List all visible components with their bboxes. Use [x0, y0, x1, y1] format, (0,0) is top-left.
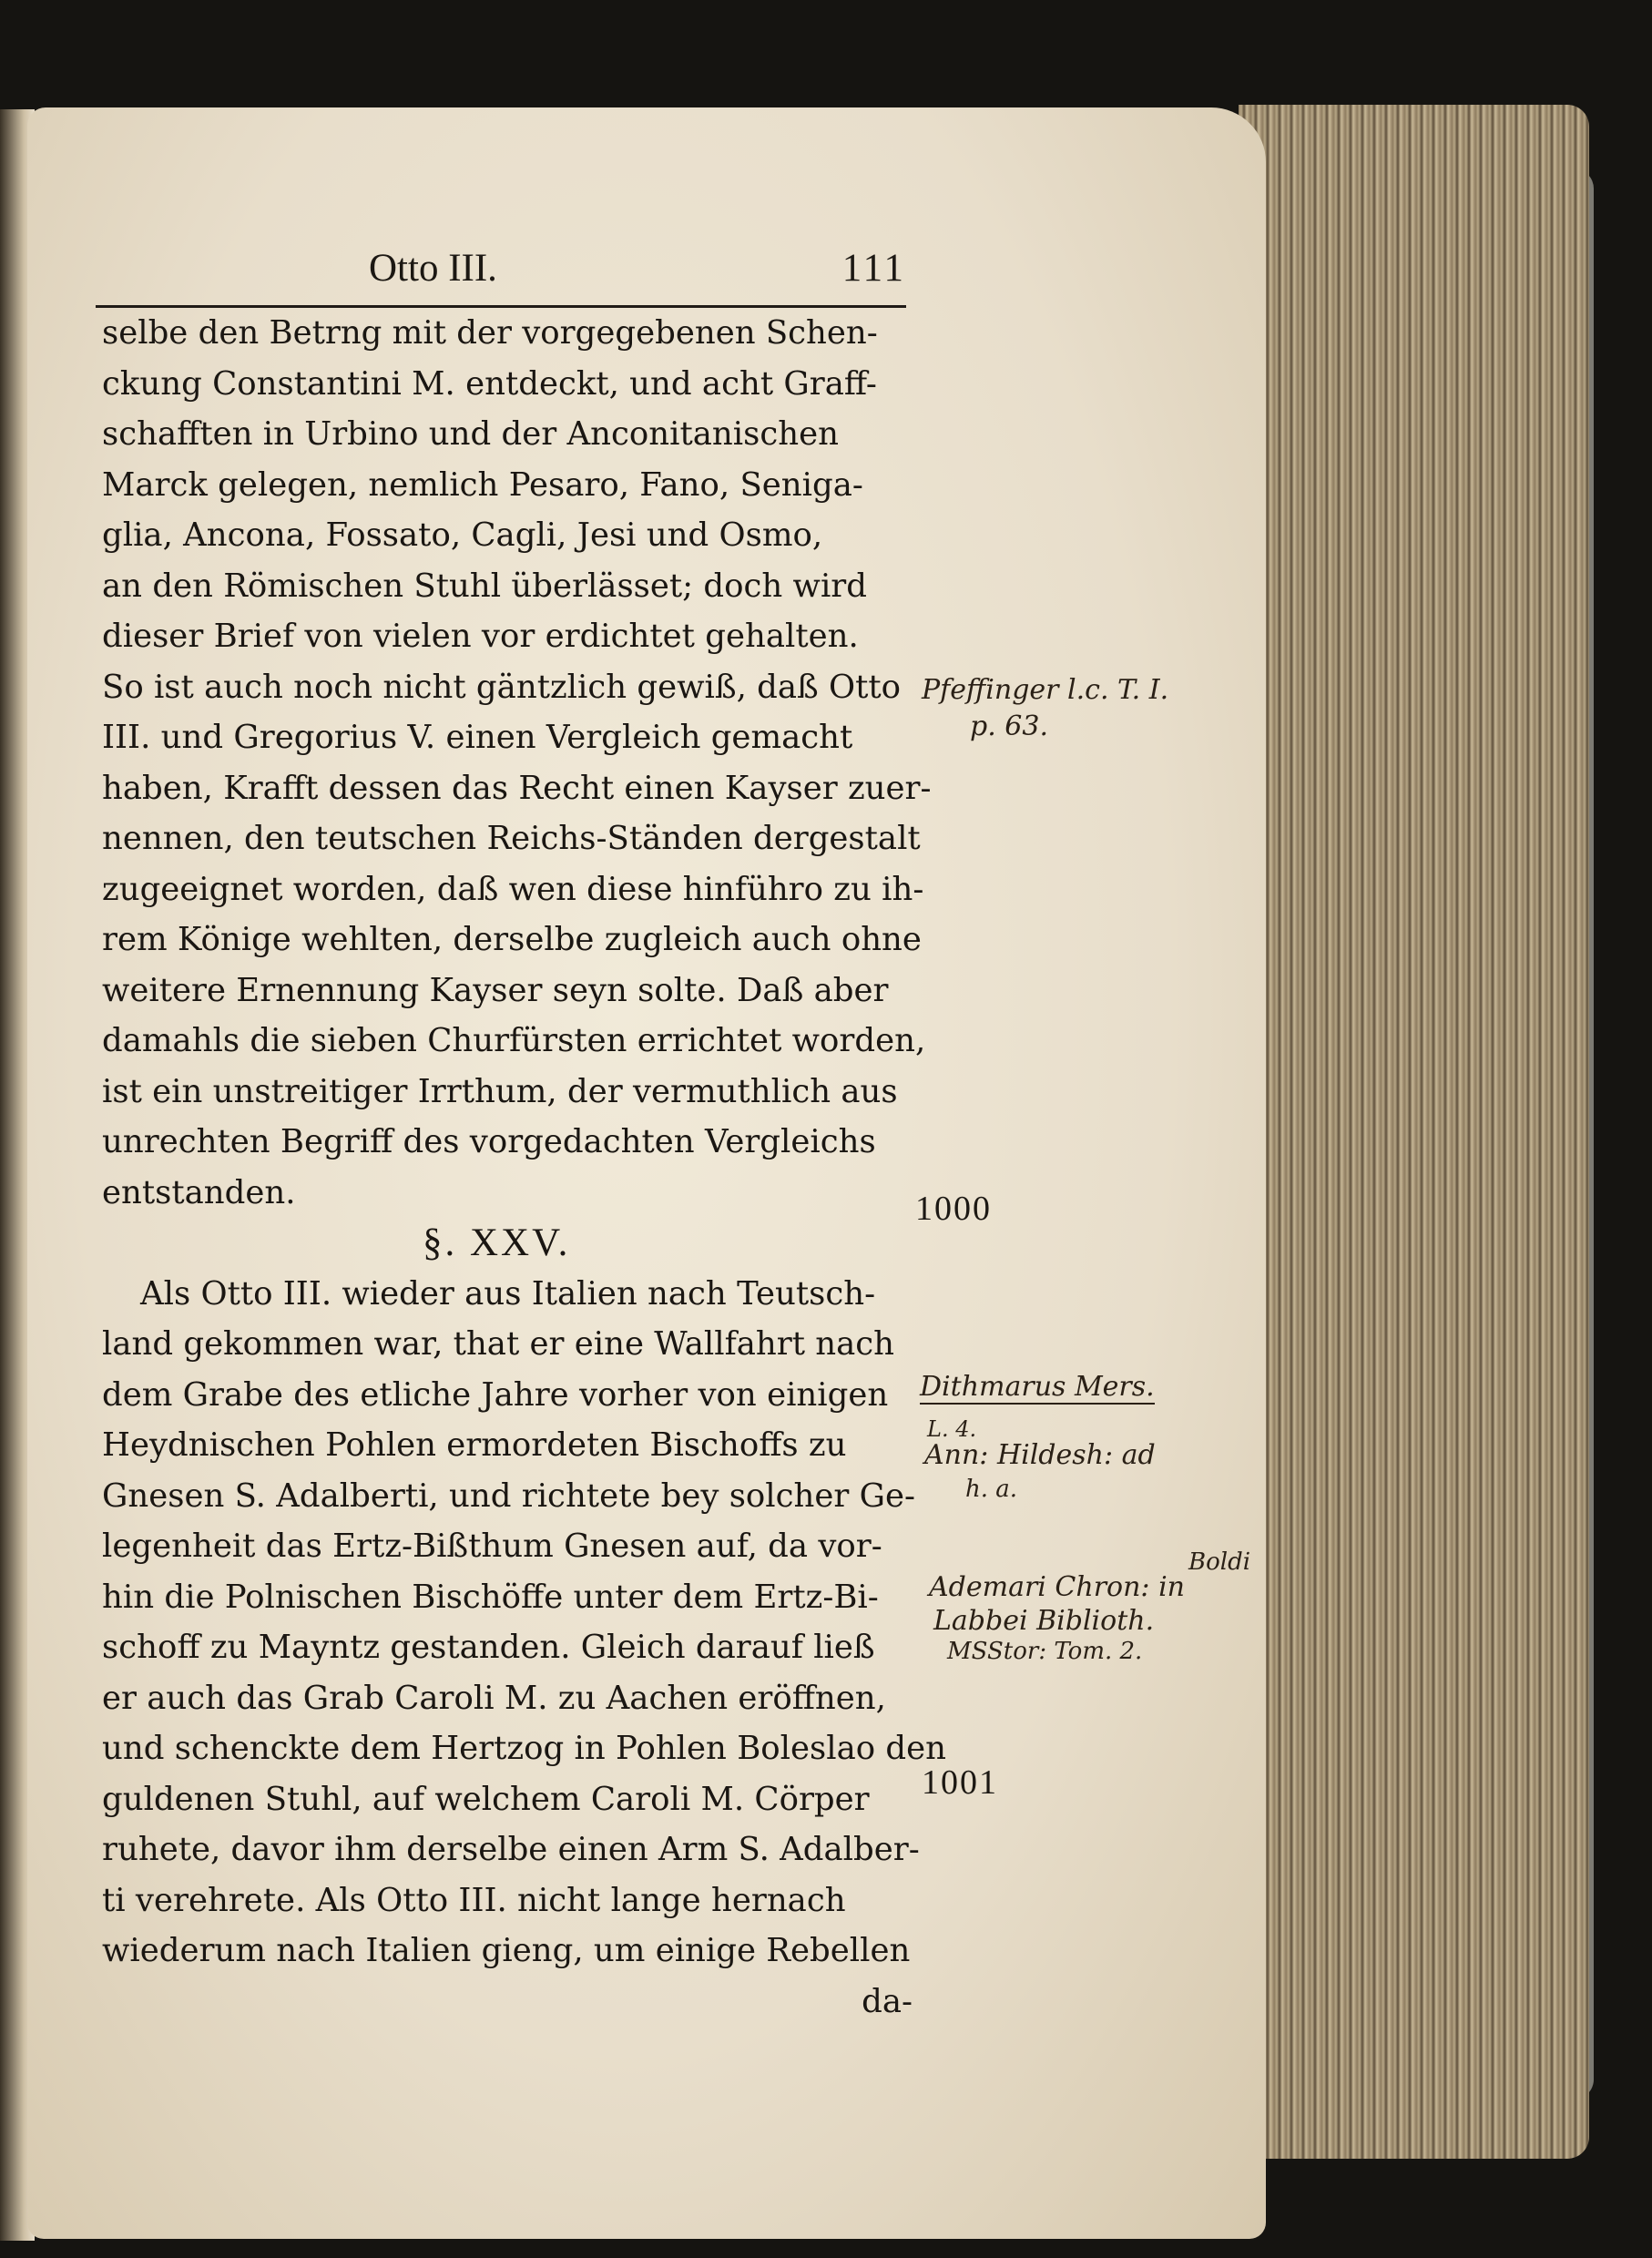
text-line: entstanden. — [102, 1173, 296, 1211]
text-line: haben, Krafft dessen das Recht einen Kayser zuer- — [102, 769, 932, 807]
page-number: 111 — [841, 247, 906, 290]
section-heading: §. XXV. — [423, 1221, 571, 1264]
text-line: nennen, den teutschen Reichs-Ständen dergestalt — [102, 820, 921, 857]
handwritten-note-line: h. a. — [965, 1476, 1018, 1503]
text-line: er auch das Grab Caroli M. zu Aachen eröffnen, — [102, 1679, 886, 1717]
text-line: zugeeignet worden, daß wen diese hinführo zu ih- — [102, 870, 924, 908]
body-text — [102, 308, 947, 2027]
text-line: ist ein unstreitiger Irrthum, der vermuthlich aus — [102, 1072, 898, 1110]
text-line: an den Römischen Stuhl überlässet; doch wird — [102, 567, 867, 605]
text-line: ruhete, davor ihm derselbe einen Arm S. Adalber- — [102, 1831, 920, 1868]
text-line: III. und Gregorius V. einen Vergleich gemacht — [102, 719, 853, 756]
text-line: schafften in Urbino und der Anconitanischen — [102, 415, 839, 453]
text-line: weitere Ernennung Kayser seyn solte. Daß aber — [102, 971, 889, 1009]
handwritten-note-line: Boldi — [1188, 1548, 1251, 1576]
handwritten-note-line: Dithmarus Mers. — [920, 1371, 1155, 1403]
catchword: da- — [862, 1982, 913, 2020]
page-block-edge — [1239, 105, 1589, 2159]
handwritten-note-line: p. 63. — [970, 710, 1048, 742]
text-line: damahls die sieben Churfürsten errichtet worden, — [102, 1022, 926, 1059]
handwritten-note-line: Ann: Hildesh: ad — [924, 1439, 1156, 1471]
text-line: guldenen Stuhl, auf welchem Caroli M. Cörper — [102, 1780, 870, 1818]
text-line: und schenckte dem Hertzog in Pohlen Boleslao den — [102, 1730, 947, 1767]
text-line: rem Könige wehlten, derselbe zugleich auch ohne — [102, 921, 922, 958]
text-line: unrechten Begriff des vorgedachten Vergleichs — [102, 1123, 876, 1160]
text-line: land gekommen war, that er eine Wallfahrt nach — [102, 1325, 895, 1363]
text-line: hin die Polnischen Bischöffe unter dem Ertz-Bi- — [102, 1578, 879, 1616]
margin-year-1000: 1000 — [915, 1190, 992, 1228]
handwritten-note-line: L. 4. — [927, 1416, 977, 1442]
handwritten-note-line: MSStor: Tom. 2. — [947, 1638, 1143, 1665]
handwritten-note-line: Labbei Biblioth. — [933, 1605, 1155, 1637]
text-line: Marck gelegen, nemlich Pesaro, Fano, Seniga- — [102, 465, 863, 504]
text-line: selbe den Betrng mit der vorgegebenen Schen- — [102, 314, 878, 352]
text-line: Heydnischen Pohlen ermordeten Bischoffs zu — [102, 1426, 847, 1464]
text-line: Gnesen S. Adalberti, und richtete bey solcher Ge- — [102, 1476, 916, 1515]
text-line: wiederum nach Italien gieng, um einige Rebellen — [102, 1932, 911, 1969]
text-line: glia, Ancona, Fossato, Cagli, Jesi und Osmo, — [102, 516, 823, 554]
text-line: dieser Brief von vielen vor erdichtet gehalten. — [102, 618, 859, 655]
text-line: legenheit das Ertz-Bißthum Gnesen auf, da vor- — [102, 1527, 882, 1565]
page-header — [369, 246, 906, 301]
text-line: So ist auch noch nicht gäntzlich gewiß, daß Otto — [102, 668, 902, 706]
text-line: schoff zu Mayntz gestanden. Gleich darauf ließ — [102, 1629, 875, 1666]
handwritten-note-line: Pfeffinger l.c. T. I. — [922, 674, 1169, 706]
text-line: Als Otto III. wieder aus Italien nach Teutsch- — [140, 1274, 876, 1313]
text-line: ti verehrete. Als Otto III. nicht lange hernach — [102, 1881, 846, 1919]
text-line: dem Grabe des etliche Jahre vorher von einigen — [102, 1375, 889, 1414]
text-line: ckung Constantini M. entdeckt, und acht Graff- — [102, 364, 877, 403]
running-head: Otto III. — [369, 247, 497, 290]
handwritten-note-line: Ademari Chron: in — [929, 1571, 1185, 1603]
margin-year-1001: 1001 — [922, 1763, 998, 1802]
